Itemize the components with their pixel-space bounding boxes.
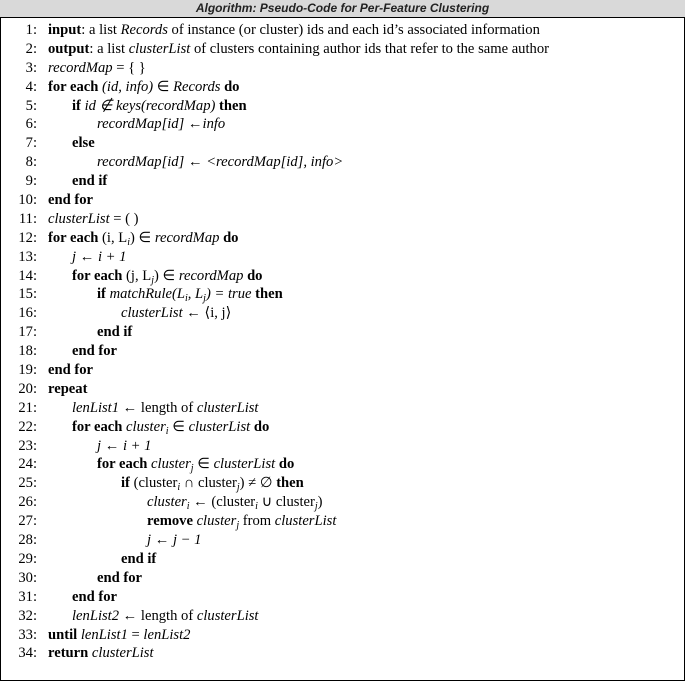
line-code [147, 531, 201, 550]
code-line [1, 550, 684, 569]
code-text: ∪ cluster [257, 494, 315, 511]
keyword: if [97, 286, 110, 303]
line-code [48, 361, 93, 380]
line-number: 11: [18, 210, 37, 227]
line-code [48, 59, 146, 78]
line-code [97, 437, 151, 456]
code-line [1, 210, 684, 229]
code-line [1, 418, 684, 437]
line-code [97, 153, 343, 172]
keyword: end for [72, 588, 117, 605]
keyword: then [272, 475, 304, 492]
code-text: (i, L [102, 229, 128, 246]
code-line [1, 191, 684, 210]
line-number: 2: [25, 40, 37, 57]
variable: cluster [147, 494, 187, 511]
line-code [72, 588, 117, 607]
code-text: ← length of [119, 607, 197, 624]
code-text: ← (cluster [189, 494, 256, 511]
line-number: 7: [25, 135, 37, 152]
variable: cluster [151, 456, 191, 473]
subscript: i [184, 293, 188, 305]
line-number: 4: [25, 78, 37, 95]
keyword: end if [121, 550, 157, 567]
keyword: then [251, 286, 283, 303]
line-number: 25: [18, 475, 37, 492]
variable: recordMap [48, 59, 113, 76]
subscript: j [314, 501, 318, 513]
line-code [72, 172, 107, 191]
line-code [72, 342, 117, 361]
line-number: 31: [18, 588, 37, 605]
code-line [1, 248, 684, 267]
line-number: 8: [25, 154, 37, 171]
line-code [147, 512, 336, 531]
line-number: 27: [18, 513, 37, 530]
code-line [1, 323, 684, 342]
line-number: 28: [18, 532, 37, 549]
line-code [72, 97, 247, 116]
line-number: 22: [18, 418, 37, 435]
code-line [1, 59, 684, 78]
code-text: ) [317, 494, 323, 511]
line-code [72, 399, 258, 418]
subscript: j [190, 463, 194, 475]
code-line [1, 455, 684, 474]
code-text: : a list [89, 40, 129, 57]
keyword: repeat [48, 380, 88, 397]
subscript: i [127, 236, 130, 248]
line-number: 15: [18, 286, 37, 303]
line-number: 18: [18, 343, 37, 360]
variable: id ∉ keys(recordMap) [84, 97, 216, 114]
keyword: do [275, 456, 295, 473]
line-number: 9: [25, 173, 37, 190]
line-code [48, 380, 87, 399]
code-line [1, 172, 684, 191]
line-number: 16: [18, 305, 37, 322]
variable: clusterList [196, 399, 259, 416]
code-line [1, 304, 684, 323]
keyword: do [250, 418, 270, 435]
keyword: return [48, 645, 92, 662]
code-text: = [127, 626, 144, 643]
variable: recordMap [178, 267, 244, 284]
line-number: 34: [18, 645, 37, 662]
code-line [1, 153, 684, 172]
line-code [121, 474, 304, 493]
line-code [121, 550, 156, 569]
line-number: 29: [18, 550, 37, 567]
code-text: ← ⟨i, j⟩ [182, 305, 232, 322]
keyword: then [215, 97, 247, 114]
code-line [1, 569, 684, 588]
line-code [48, 229, 238, 248]
code-line [1, 40, 684, 59]
line-code [97, 285, 283, 304]
line-code [147, 493, 323, 512]
variable: cluster [196, 513, 237, 530]
variable: clusterList [128, 40, 191, 57]
code-text: ∈ [153, 78, 174, 95]
subscript: i [165, 425, 169, 437]
line-number: 24: [18, 456, 37, 473]
line-code [48, 78, 239, 97]
variable: recordMap [154, 229, 220, 246]
line-number: 3: [25, 59, 37, 76]
line-code [97, 569, 142, 588]
code-text: ) ∈ [153, 267, 179, 284]
line-number: 23: [18, 437, 37, 454]
keyword: do [220, 78, 240, 95]
keyword: end for [48, 192, 93, 209]
variable: lenList1 [80, 626, 128, 643]
line-number: 12: [18, 229, 37, 246]
line-number: 30: [18, 569, 37, 586]
variable: matchRule(L [109, 286, 185, 303]
line-code [72, 418, 269, 437]
variable: clusterList [48, 210, 110, 227]
code-line [1, 644, 684, 663]
variable: clusterList [91, 645, 154, 662]
variable: clusterList [188, 418, 251, 435]
algorithm-box [0, 17, 685, 681]
code-line [1, 399, 684, 418]
code-line [1, 97, 684, 116]
line-code [48, 644, 154, 663]
line-number: 32: [18, 607, 37, 624]
code-text: ) ∈ [129, 229, 155, 246]
variable: clusterList [121, 305, 183, 322]
line-code [48, 40, 549, 59]
subscript: i [255, 501, 258, 513]
code-line [1, 115, 684, 134]
code-line [1, 493, 684, 512]
line-code [72, 134, 95, 153]
keyword: remove [147, 513, 197, 530]
line-code [48, 21, 540, 40]
subscript: j [203, 293, 206, 305]
line-code [72, 267, 262, 286]
code-line [1, 437, 684, 456]
code-text: of instance (or cluster) ids and each id’s associated information [167, 22, 540, 38]
line-number: 26: [18, 494, 37, 511]
variable: <recordMap[id], info> [206, 154, 344, 171]
variable: cluster [126, 418, 166, 435]
keyword: until [48, 626, 81, 643]
line-code [72, 248, 126, 267]
code-line [1, 134, 684, 153]
subscript: j [151, 274, 154, 286]
code-line [1, 512, 684, 531]
keyword: if [72, 97, 85, 114]
subscript: j [236, 520, 240, 532]
code-line [1, 588, 684, 607]
code-line [1, 21, 684, 40]
code-text: ← [184, 154, 207, 171]
code-text: (j, L [126, 267, 152, 284]
line-number: 33: [18, 626, 37, 643]
keyword: end for [72, 343, 117, 360]
line-number: 21: [18, 399, 37, 416]
code-text: ∈ [168, 418, 189, 435]
code-line [1, 531, 684, 550]
code-line [1, 78, 684, 97]
line-code [48, 210, 139, 229]
code-line [1, 626, 684, 645]
code-text: from [239, 513, 275, 530]
keyword: end for [97, 569, 142, 586]
keyword: for each [48, 229, 103, 246]
code-text: = ( ) [109, 210, 139, 227]
keyword: for each [72, 267, 127, 284]
variable: j ← i + 1 [72, 248, 127, 265]
variable: recordMap[id] ←info [97, 116, 226, 133]
code-line [1, 267, 684, 286]
line-number: 17: [18, 324, 37, 341]
variable: lenList2 [72, 607, 120, 624]
line-number: 10: [18, 192, 37, 209]
pseudo-code-lines [1, 21, 684, 663]
code-text: ∩ cluster [180, 475, 237, 492]
code-line [1, 380, 684, 399]
code-line [1, 361, 684, 380]
variable: j ← j − 1 [147, 532, 202, 549]
keyword: for each [72, 418, 127, 435]
code-text: = { } [112, 59, 146, 76]
code-text: of clusters containing author ids that refer to the same author [190, 40, 549, 57]
subscript: i [177, 482, 181, 494]
variable: clusterList [196, 607, 259, 624]
keyword: do [243, 267, 263, 284]
variable: lenList2 [143, 626, 191, 643]
code-line [1, 342, 684, 361]
line-code [48, 191, 93, 210]
subscript: j [236, 482, 240, 494]
keyword: end if [97, 324, 133, 341]
line-code [72, 607, 258, 626]
line-number: 14: [18, 267, 37, 284]
keyword: output [48, 40, 90, 57]
keyword: input [48, 22, 82, 38]
code-line [1, 474, 684, 493]
code-text: ← length of [119, 399, 197, 416]
variable: , L [187, 286, 204, 303]
keyword: for each [97, 456, 152, 473]
line-number: 5: [25, 97, 37, 114]
keyword: end if [72, 173, 108, 190]
line-number: 13: [18, 248, 37, 265]
line-code [48, 626, 190, 645]
keyword: end for [48, 362, 93, 379]
code-line [1, 607, 684, 626]
line-code [97, 115, 225, 134]
line-number: 20: [18, 380, 37, 397]
variable: Records [120, 22, 168, 38]
variable: clusterList [274, 513, 337, 530]
code-text: : a list [81, 22, 121, 38]
variable: (id, info) [102, 78, 154, 95]
variable: lenList1 [72, 399, 120, 416]
keyword: if [121, 475, 134, 492]
variable: clusterList [213, 456, 276, 473]
code-text: ) ≠ ∅ [239, 475, 273, 492]
line-code [121, 304, 231, 323]
variable: ) = true [205, 286, 252, 303]
keyword: else [72, 135, 95, 152]
code-text: (cluster [133, 475, 178, 492]
line-number: 1: [25, 22, 37, 38]
subscript: i [186, 501, 190, 513]
line-code [97, 323, 132, 342]
code-text: ∈ [193, 456, 214, 473]
variable: recordMap[id] [97, 154, 185, 171]
variable: j ← i + 1 [97, 437, 152, 454]
line-number: 6: [25, 116, 37, 133]
keyword: for each [48, 78, 103, 95]
code-line [1, 285, 684, 304]
code-line [1, 229, 684, 248]
keyword: do [219, 229, 239, 246]
line-number: 19: [18, 362, 37, 379]
line-code [97, 455, 294, 474]
variable: Records [173, 78, 221, 95]
algorithm-title: Algorithm: Pseudo-Code for Per-Feature Clustering [0, 0, 685, 17]
